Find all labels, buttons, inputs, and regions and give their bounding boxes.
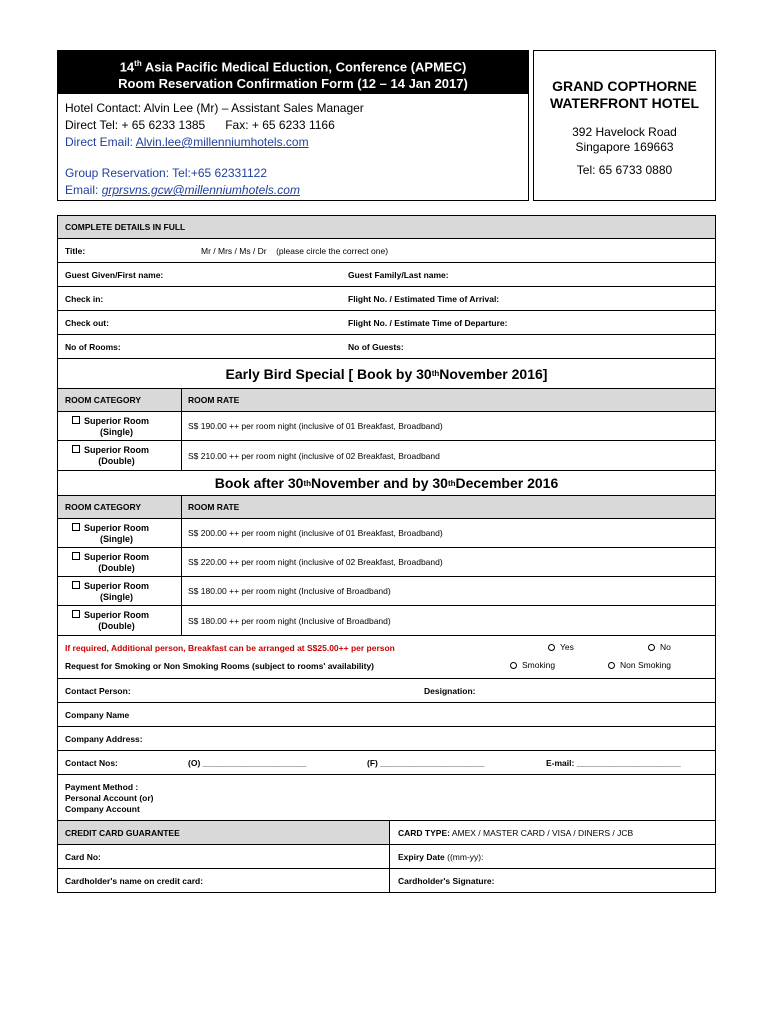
- group-email-line: Email: grprsvns.gcw@millenniumhotels.com: [65, 183, 300, 197]
- company-address-field[interactable]: Company Address:: [65, 733, 143, 744]
- fax-field[interactable]: (F) ______________________: [367, 757, 485, 768]
- check-in-row: [57, 287, 716, 311]
- early-bird-row-2: [57, 441, 716, 471]
- event-title-line2: Room Reservation Confirmation Form (12 – 14 Jan 2017): [118, 76, 468, 92]
- family-name-field[interactable]: Guest Family/Last name:: [348, 269, 449, 280]
- checkbox-icon[interactable]: [72, 445, 80, 453]
- breakfast-yes-option[interactable]: Yes: [548, 642, 574, 652]
- early-bird-col-header: [57, 389, 716, 412]
- room-type: Superior Room (Single): [84, 523, 150, 544]
- direct-email-line: Direct Email: Alvin.lee@millenniumhotels.com: [65, 135, 309, 149]
- col-room-category: ROOM CATEGORY: [65, 502, 142, 512]
- room-rate: S$ 210.00 ++ per room night (inclusive of 02 Breakfast, Broadband: [188, 450, 440, 461]
- name-row: [57, 263, 716, 287]
- early-bird-heading: Early Bird Special [ Book by 30 th November 2016]: [57, 359, 716, 389]
- guests-field[interactable]: No of Guests:: [348, 341, 404, 352]
- event-title-line1: 14th Asia Pacific Medical Eduction, Conference (APMEC): [119, 59, 467, 75]
- book-after-row-4: [57, 606, 716, 636]
- checkbox-icon[interactable]: [72, 581, 80, 589]
- check-in-field[interactable]: Check in:: [65, 293, 104, 304]
- hotel-tel: Tel: 65 6733 0880: [576, 163, 673, 177]
- col-room-category: ROOM CATEGORY: [65, 395, 142, 405]
- hotel-contact-info: [65, 100, 525, 199]
- company-name-row: [57, 703, 716, 727]
- smoking-option[interactable]: Smoking: [510, 660, 555, 670]
- breakfast-note: If required, Additional person, Breakfast can be arranged at S$25.00++ per person: [65, 643, 395, 653]
- card-no-field[interactable]: Card No:: [65, 851, 101, 862]
- arrival-flight-field[interactable]: Flight No. / Estimated Time of Arrival:: [348, 293, 500, 304]
- book-after-heading: Book after 30 th November and by 30 th December 2016: [57, 471, 716, 496]
- room-type: Superior Room (Double): [84, 610, 150, 631]
- group-email-link[interactable]: grprsvns.gcw@millenniumhotels.com: [101, 183, 300, 197]
- book-after-col-header: [57, 496, 716, 519]
- col-room-rate: ROOM RATE: [188, 502, 240, 512]
- options-row: [57, 636, 716, 679]
- card-type-field[interactable]: CARD TYPE: AMEX / MASTER CARD / VISA / DINERS / JCB: [398, 827, 634, 838]
- room-type: Superior Room (Single): [84, 416, 150, 437]
- rooms-field[interactable]: No of Rooms:: [65, 341, 121, 352]
- room-type: Superior Room (Single): [84, 581, 150, 602]
- room-rate: S$ 180.00 ++ per room night (Inclusive of Broadband): [188, 586, 391, 596]
- event-title-banner: [58, 51, 528, 94]
- room-rate: S$ 220.00 ++ per room night (inclusive of 02 Breakfast, Broadband): [188, 557, 443, 567]
- office-phone-field[interactable]: (O) ______________________: [188, 757, 307, 768]
- room-rate: S$ 180.00 ++ per room night (Inclusive of Broadband): [188, 615, 391, 626]
- book-after-row-2: [57, 548, 716, 577]
- group-reservation-tel: Group Reservation: Tel:+65 62331122: [65, 166, 268, 180]
- given-name-field[interactable]: Guest Given/First name:: [65, 269, 164, 280]
- contact-nos-label: Contact Nos:: [65, 757, 118, 768]
- checkbox-icon[interactable]: [72, 552, 80, 560]
- checkbox-icon[interactable]: [72, 523, 80, 531]
- check-out-row: [57, 311, 716, 335]
- book-after-row-3: [57, 577, 716, 606]
- hotel-name: GRAND COPTHORNE WATERFRONT HOTEL: [549, 78, 700, 111]
- checkbox-icon[interactable]: [72, 610, 80, 618]
- book-after-row-1: [57, 519, 716, 548]
- room-type: Superior Room (Double): [84, 552, 150, 573]
- non-smoking-option[interactable]: Non Smoking: [608, 660, 671, 670]
- checkbox-icon[interactable]: [72, 416, 80, 424]
- hotel-info-box: [533, 50, 716, 201]
- card-no-row: [57, 845, 716, 869]
- rooms-row: [57, 335, 716, 359]
- card-guarantee-row: [57, 821, 716, 845]
- contact-person-field[interactable]: Contact Person:: [65, 685, 131, 696]
- cardholder-name-field[interactable]: Cardholder's name on credit card:: [65, 875, 204, 886]
- early-bird-row-1: [57, 412, 716, 441]
- payment-method-row: [57, 775, 716, 821]
- title-label: Title:: [65, 245, 86, 256]
- credit-card-guarantee-label: CREDIT CARD GUARANTEE: [65, 827, 180, 838]
- room-rate: S$ 190.00 ++ per room night (inclusive of 01 Breakfast, Broadband): [188, 421, 443, 431]
- email-field[interactable]: E-mail: ______________________: [546, 757, 681, 768]
- company-name-field[interactable]: Company Name: [65, 709, 130, 720]
- smoking-request-note: Request for Smoking or Non Smoking Rooms (subject to rooms' availability): [65, 661, 375, 671]
- col-room-rate: ROOM RATE: [188, 395, 240, 405]
- details-section-header: COMPLETE DETAILS IN FULL: [57, 215, 716, 239]
- title-options[interactable]: Mr / Mrs / Ms / Dr (please circle the correct one): [201, 245, 389, 256]
- check-out-field[interactable]: Check out:: [65, 317, 109, 328]
- title-row: [57, 239, 716, 263]
- radio-icon: [608, 662, 615, 669]
- direct-tel: Direct Tel: + 65 6233 1385 Fax: + 65 6233 1166: [65, 118, 335, 132]
- departure-flight-field[interactable]: Flight No. / Estimate Time of Departure:: [348, 317, 508, 328]
- radio-icon: [648, 644, 655, 651]
- designation-field[interactable]: Designation:: [424, 685, 476, 696]
- contact-person-row: [57, 679, 716, 703]
- breakfast-no-option[interactable]: No: [648, 642, 671, 652]
- hotel-contact: Hotel Contact: Alvin Lee (Mr) – Assistant Sales Manager: [65, 101, 364, 115]
- expiry-date-field[interactable]: Expiry Date ((mm-yy):: [398, 851, 484, 862]
- radio-icon: [510, 662, 517, 669]
- room-type: Superior Room (Double): [84, 445, 150, 466]
- room-rate: S$ 200.00 ++ per room night (inclusive of 01 Breakfast, Broadband): [188, 528, 443, 538]
- cardholder-row: [57, 869, 716, 893]
- cardholder-signature-field[interactable]: Cardholder's Signature:: [398, 875, 495, 886]
- hotel-address: 392 Havelock Road Singapore 169663: [572, 125, 677, 154]
- company-address-row: [57, 727, 716, 751]
- contact-nos-row: [57, 751, 716, 775]
- payment-method-field[interactable]: Payment Method : Personal Account (or) Company Account: [65, 782, 154, 814]
- radio-icon: [548, 644, 555, 651]
- direct-email-link[interactable]: Alvin.lee@millenniumhotels.com: [135, 135, 309, 149]
